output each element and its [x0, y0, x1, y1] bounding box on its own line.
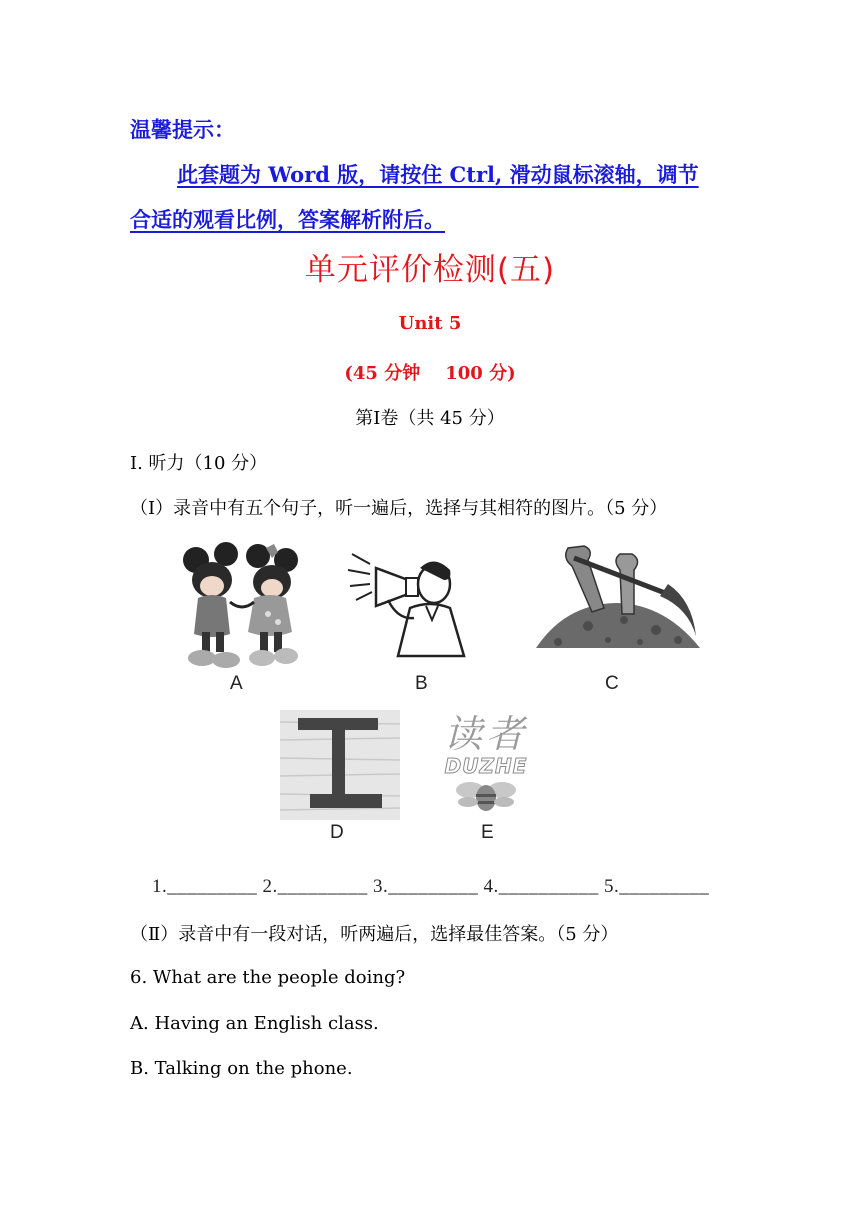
question-6-option-a: A. Having an English class.: [130, 1013, 379, 1034]
digging-picture: [528, 544, 708, 668]
question-6: 6. What are the people doing?: [130, 967, 406, 988]
tip-heading: 温馨提示：: [130, 117, 235, 142]
page-title: 单元评价检测(五): [304, 252, 556, 288]
duzhe-logo-cn: 读者: [443, 712, 528, 756]
bee-icon: [430, 778, 542, 812]
picture-label-d: D: [330, 822, 344, 843]
picture-label-b: B: [415, 673, 428, 694]
tip-line-1: 此套题为 Word 版，请按住 Ctrl, 滑动鼠标滚轴，调节: [177, 162, 699, 187]
volume-heading: 第Ⅰ卷（共 45 分）: [355, 408, 505, 429]
picture-label-e: E: [481, 822, 494, 843]
tip-line-2: 合适的观看比例，答案解析附后。: [130, 207, 445, 232]
gong-character-picture: [280, 710, 400, 820]
cartoon-mice-picture: [168, 542, 298, 672]
duzhe-logo: [430, 714, 542, 814]
time-score: (45 分钟 100 分): [344, 363, 516, 384]
picture-label-c: C: [605, 673, 619, 694]
megaphone-man-picture: [348, 546, 472, 664]
part-2-instruction: （Ⅱ）录音中有一段对话，听两遍后，选择最佳答案。（5 分）: [130, 924, 619, 945]
picture-label-a: A: [230, 673, 243, 694]
question-6-option-b: B. Talking on the phone.: [130, 1058, 353, 1079]
part-1-instruction: （Ⅰ）录音中有五个句子，听一遍后，选择与其相符的图片。（5 分）: [130, 498, 668, 519]
section-1-heading: Ⅰ. 听力（10 分）: [130, 453, 268, 474]
answer-blanks: 1._________ 2._________ 3._________ 4.__________ 5._________: [152, 876, 710, 897]
picture-panel: [130, 530, 728, 905]
duzhe-logo-en: DUZHE: [444, 754, 528, 778]
unit-label: Unit 5: [398, 313, 462, 334]
